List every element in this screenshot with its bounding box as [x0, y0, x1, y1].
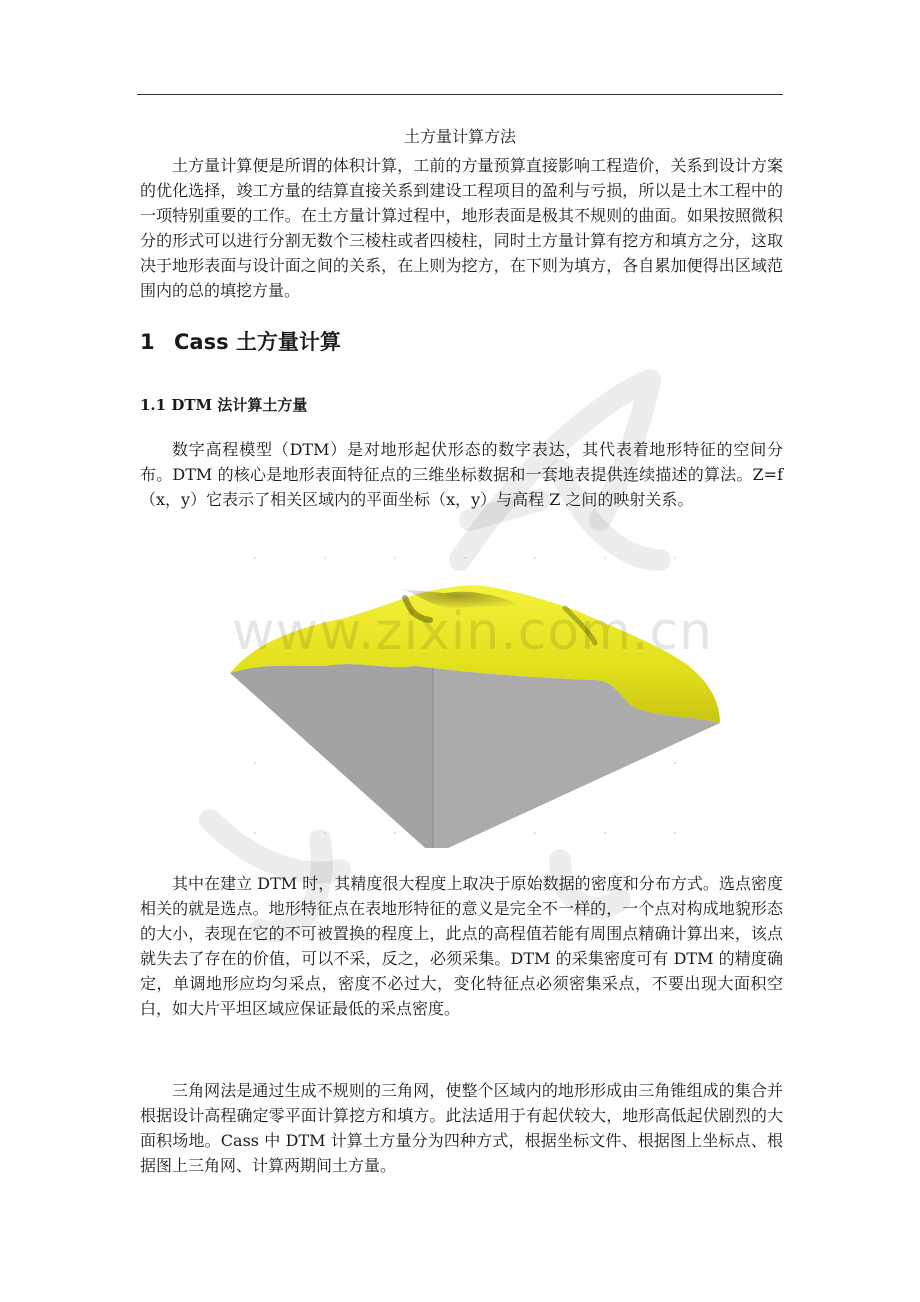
section-1-1-heading: 1.1 DTM 法计算土方量	[140, 396, 308, 414]
section-1-title: Cass 土方量计算	[174, 330, 341, 354]
dtm-paragraph-1: 数字高程模型（DTM）是对地形起伏形态的数字表达，其代表着地形特征的空间分布。DTM 的核心是地形表面特征点的三维坐标数据和一套地表提供连续描述的算法。Z=f（x，y）它表示了相关区域内的平面坐标（x，y）与高程 Z 之间的映射关系。	[140, 440, 783, 509]
section-1-heading	[140, 326, 341, 356]
dtm-paragraph-3: 三角网法是通过生成不规则的三角网，使整个区域内的地形形成由三角锥组成的集合并根据设计高程确定零平面计算挖方和填方。此法适用于有起伏较大，地形高低起伏剧烈的大面积场地。Cass 中 DTM 计算土方量分为四种方式，根据坐标文件、根据图上坐标点、根据图上三角网、计算两期间土方量。	[140, 1081, 783, 1175]
intro-paragraph: 土方量计算便是所谓的体积计算，工前的方量预算直接影响工程造价，关系到设计方案的优化选择，竣工方量的结算直接关系到建设工程项目的盈利与亏损，所以是土木工程中的一项特别重要的工作。在土方量计算过程中，地形表面是极其不规则的曲面。如果按照微积分的形式可以进行分割无数个三棱柱或者四棱柱，同时土方量计算有挖方和填方之分，这取决于地形表面与设计面之间的关系，在上则为挖方，在下则为填方，各自累加便得出区域范围内的总的填挖方量。	[140, 156, 783, 300]
dtm-paragraph-2: 其中在建立 DTM 时，其精度很大程度上取决于原始数据的密度和分布方式。选点密度相关的就是选点。地形特征点在表地形特征的意义是完全不一样的，一个点对构成地貌形态的大小，表现在它的不可被置换的程度上，此点的高程值若能有周围点精确计算出来，该点就失去了存在的价值，可以不采，反之，必须采集。DTM 的采集密度可有 DTM 的精度确定，单调地形应均匀采点，密度不必过大，变化特征点必须密集采点，不要出现大面积空白，如大片平坦区域应保证最低的采点密度。	[140, 874, 783, 1018]
watermark-text: www.zixin.com.cn	[232, 602, 713, 662]
terrain-left-side	[230, 664, 433, 848]
section-1-number: 1	[140, 330, 155, 354]
dtm-terrain-figure	[215, 548, 735, 848]
document-title: 土方量计算方法	[403, 127, 516, 146]
